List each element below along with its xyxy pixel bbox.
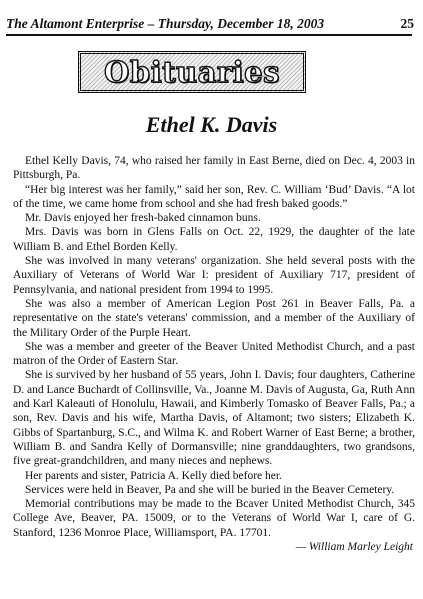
article-paragraph: She was involved in many veterans' organization. She held several posts with the Auxiliary of Veterans of World War I: president of Auxiliary 717, president of Pennsylvania, and national president from 1994 to 1995.: [13, 255, 415, 296]
article-paragraph: She was a member and greeter of the Beaver United Methodist Church, and a past matron of the Order of Eastern Star.: [13, 340, 415, 368]
article-paragraph: She was also a member of American Legion Post 261 in Beaver Falls, Pa. a representative on the state's veterans' commission, and a member of the Auxiliary of the Military Order of the Purple Heart.: [13, 297, 415, 339]
article-paragraph: Mr. Davis enjoyed her fresh-baked cinnamon buns.: [25, 212, 261, 225]
article-body: [13, 154, 415, 554]
article-paragraph: She is survived by her husband of 55 years, John I. Davis; four daughters, Catherine D. and Lance Buchardt of Collinsville, Va., Joanne M. Davis of Augusta, Ga, Ruth Ann and Karl Kaleauti of Honolulu, Hawaii, and Kimberly Tomasko of Beaver Falls, Pa.; a son, Rev. Davis and his wife, Martha Davis, of Altamont; two sisters; Elizabeth K. Gibbs of Spartanburg, S.C., and Wilma K. and Robert Warner of East Berne; a brother, William B. and Sandra Kelly of Dormansville; nine granddaughters, two grandsons, five great-grandchildren, and many nieces and nephews.: [13, 369, 415, 468]
publication-dateline: The Altamont Enterprise – Thursday, December 18, 2003: [6, 16, 325, 31]
article-paragraph: “Her big interest was her family,” said her son, Rev. C. William ‘Bud’ Davis. “A lot of the time, we came home from school and she had fresh baked goods.”: [13, 183, 415, 210]
article-byline: — William Marley Leight: [295, 541, 413, 554]
section-banner: [78, 51, 306, 93]
article-headline: Ethel K. Davis: [145, 112, 278, 137]
article-paragraph: Ethel Kelly Davis, 74, who raised her family in East Berne, died on Dec. 4, 2003 in Pittsburgh, Pa.: [13, 155, 415, 182]
page-number: 25: [400, 16, 414, 31]
section-title: Obituaries: [104, 54, 280, 89]
masthead-rule: [6, 34, 412, 36]
article-paragraph: Her parents and sister, Patricia A. Kelly died before her.: [25, 469, 282, 482]
article-paragraph: Memorial contributions may be made to the Bcaver United Methodist Church, 345 College Ave, Beaver, PA. 15009, or to the Veterans of World War I, care of G. Stanford, 1236 Monroe Place, Williamsport, PA. 17701.: [13, 498, 415, 539]
article-paragraph: Mrs. Davis was born in Glens Falls on Oct. 22, 1929, the daughter of the late William B. and Ethel Borden Kelly.: [13, 226, 415, 253]
masthead: [6, 14, 414, 34]
article-paragraph: Services were held in Beaver, Pa and she will be buried in the Beaver Cemetery.: [25, 483, 395, 496]
